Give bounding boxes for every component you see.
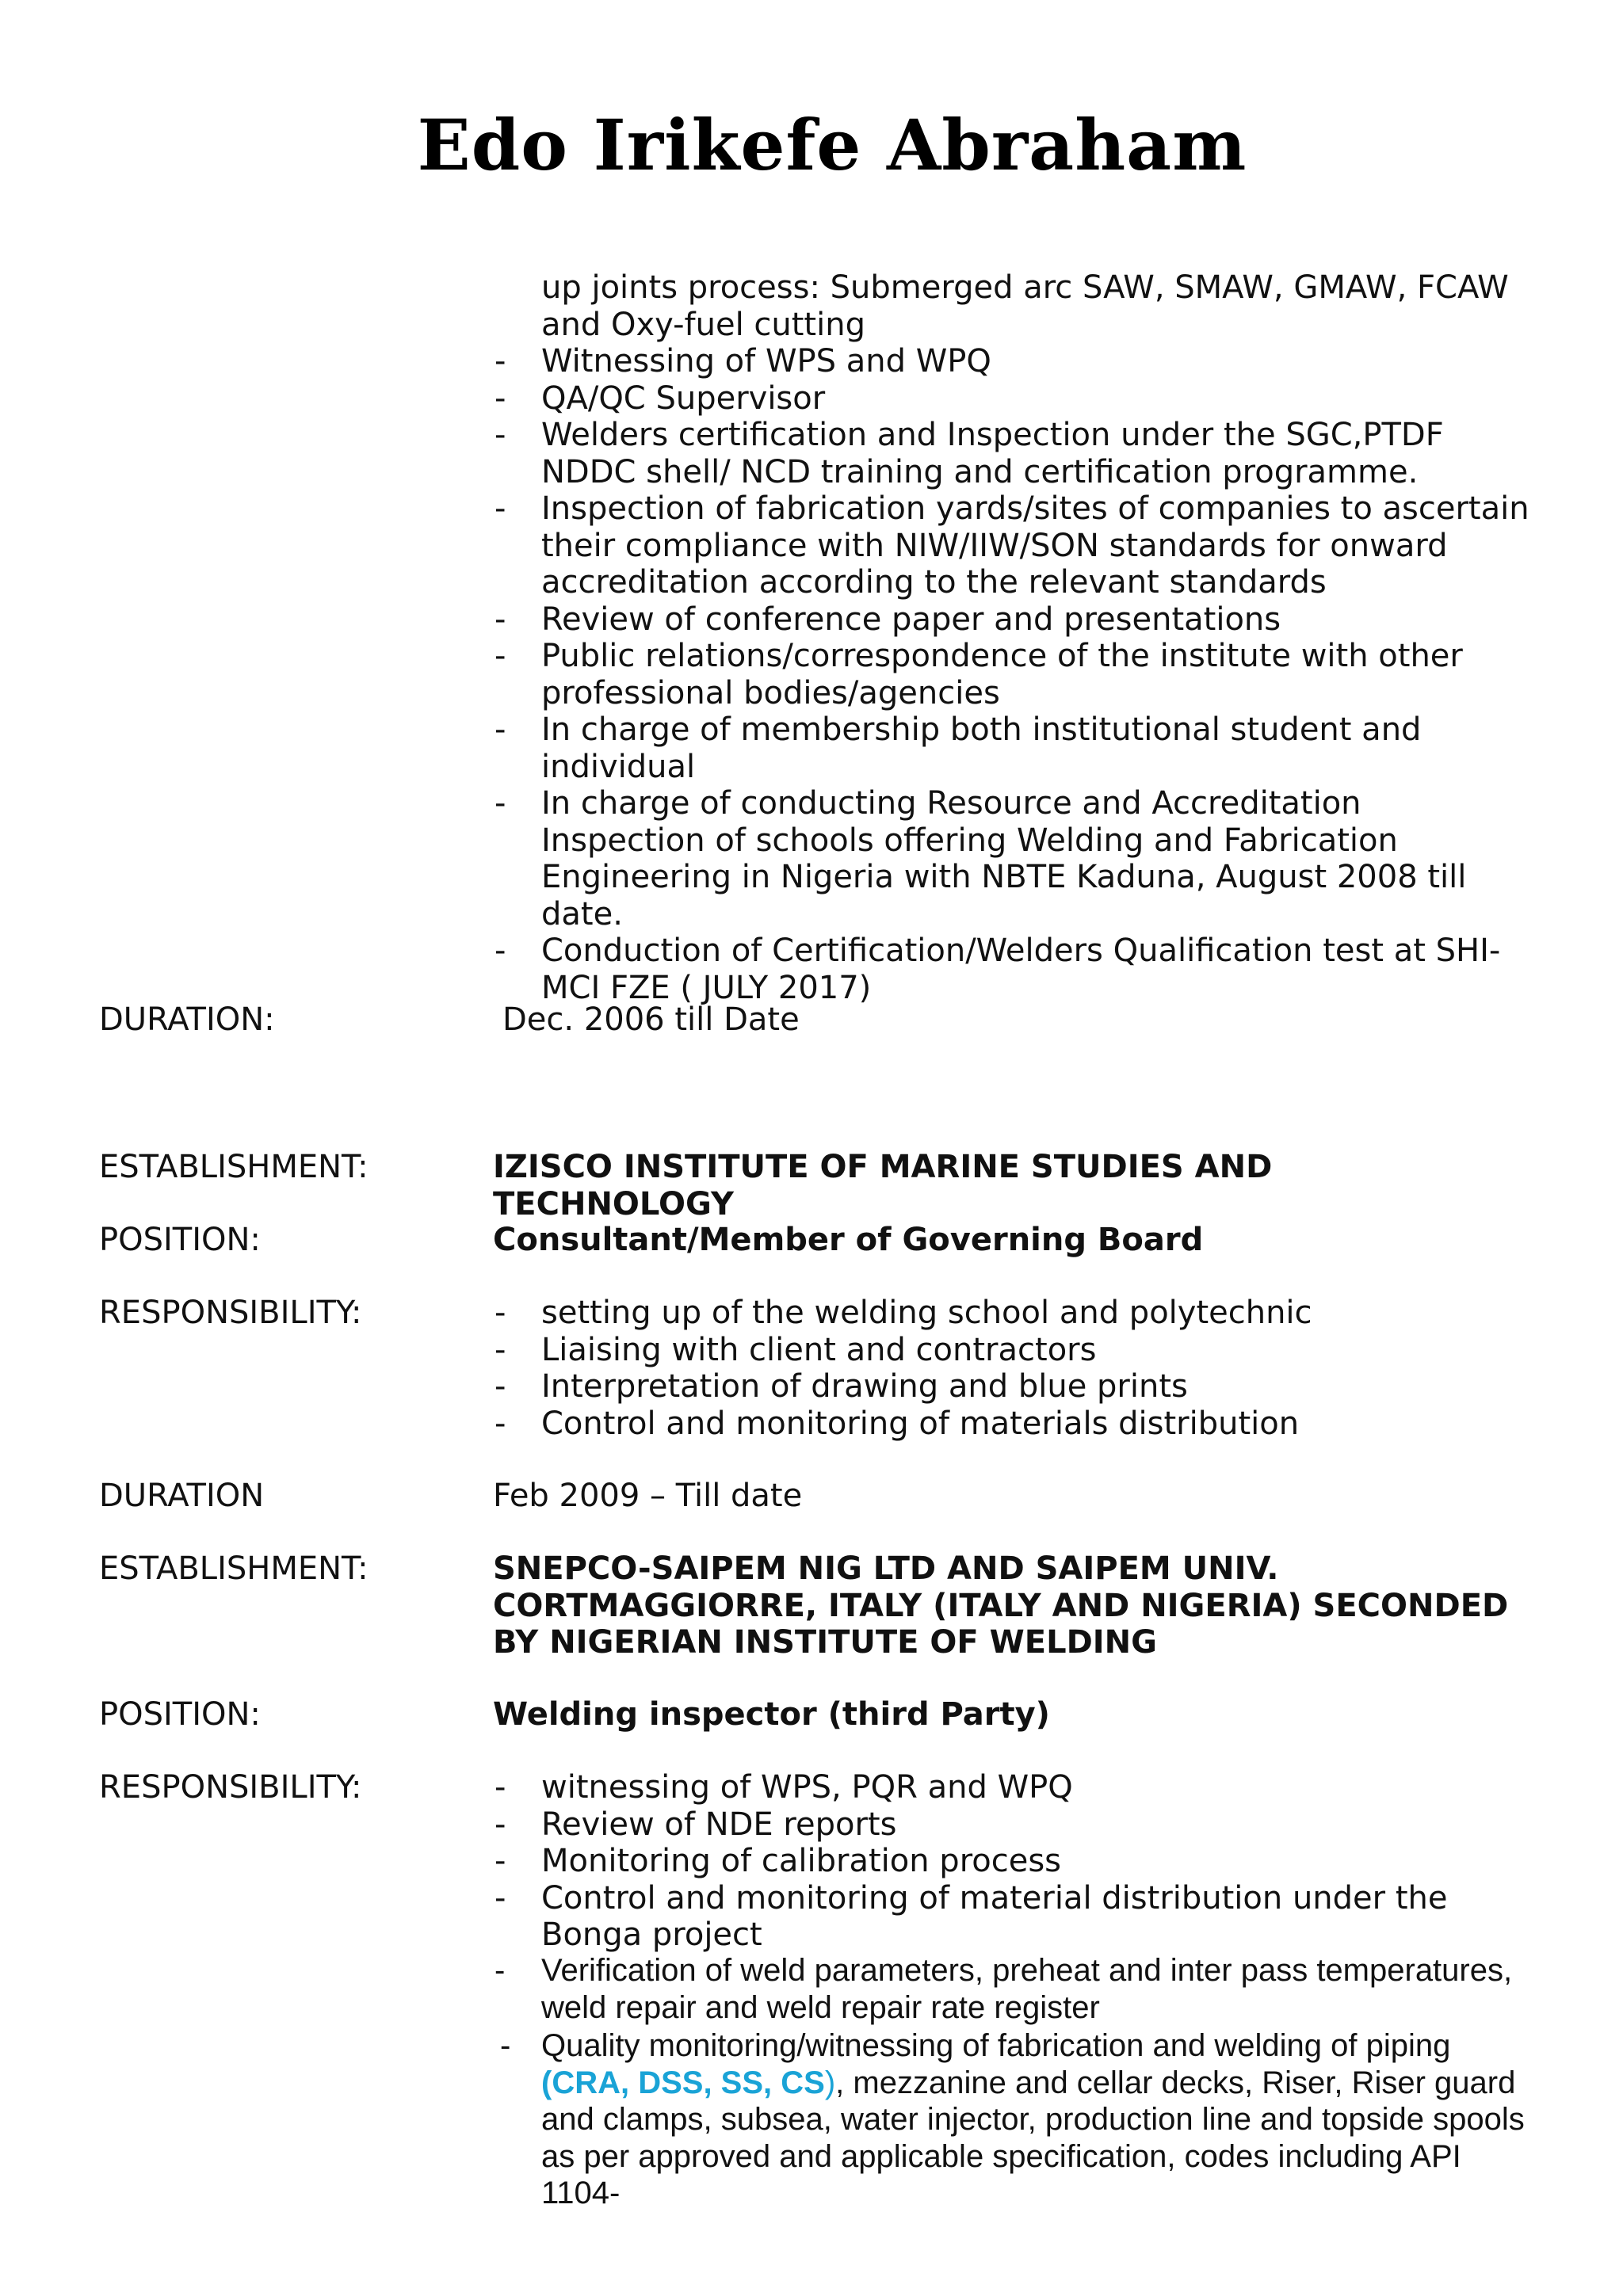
dash-bullet: -: [495, 379, 506, 417]
dash-bullet: -: [495, 1331, 506, 1368]
responsibility-list-3-continued: [495, 1952, 1532, 2212]
list-item-text: In charge of conducting Resource and Accreditation Inspection of schools offering Welding and Fabrication Engineering in Nigeria with NBTE Kaduna, August 2008 till date.: [541, 785, 1467, 933]
dash-bullet: -: [500, 2028, 511, 2063]
dash-bullet: -: [495, 1769, 506, 1806]
position-label: POSITION:: [99, 1696, 261, 1733]
dash-bullet: -: [495, 417, 506, 453]
establishment-label: ESTABLISHMENT:: [99, 1550, 369, 1587]
dash-bullet: -: [495, 1405, 506, 1442]
list-item: [495, 1952, 1532, 2026]
list-item: [495, 1769, 1532, 1806]
dash-bullet: -: [495, 933, 506, 969]
list-item: [500, 2027, 1532, 2212]
responsibility-label: RESPONSIBILITY:: [99, 1769, 362, 1806]
responsibility-list-2: [495, 1295, 1532, 1442]
list-item-text: Verification of weld parameters, preheat and inter pass temperatures, weld repair and weld repair rate register: [541, 1953, 1513, 2025]
list-item: [495, 785, 1532, 933]
list-item: [495, 1879, 1532, 1954]
list-item-text: Review of NDE reports: [541, 1806, 897, 1843]
continuation-line: up joints process: Submerged arc SAW, SMAW, GMAW, FCAW and Oxy-fuel cutting: [541, 269, 1509, 343]
position-value: Welding inspector (third Party): [493, 1696, 1050, 1733]
list-item-text: In charge of membership both institutional student and individual: [541, 711, 1422, 785]
list-item: [495, 711, 1532, 785]
dash-bullet: -: [495, 1843, 506, 1879]
list-item: [495, 1806, 1532, 1844]
list-item: [495, 1405, 1532, 1443]
list-item: [495, 638, 1532, 711]
duration-label: DURATION:: [99, 1001, 275, 1038]
list-item-text: Conduction of Certification/Welders Qualification test at SHI-MCI FZE ( JULY 2017): [541, 933, 1501, 1006]
material-codes-close-paren: ): [824, 2065, 836, 2100]
dash-bullet: -: [495, 1953, 506, 1988]
responsibility-list-1: [495, 343, 1532, 1006]
list-item-text-prefix: Quality monitoring/witnessing of fabrication and welding of piping: [541, 2028, 1451, 2063]
list-item-text: Liaising with client and contractors: [541, 1331, 1097, 1368]
position-label: POSITION:: [99, 1222, 261, 1258]
list-item-text: setting up of the welding school and polytechnic: [541, 1295, 1312, 1331]
list-item: [495, 417, 1532, 490]
dash-bullet: -: [495, 601, 506, 638]
list-item: [495, 1368, 1532, 1405]
dash-bullet: -: [495, 343, 506, 379]
list-item-text: witnessing of WPS, PQR and WPQ: [541, 1769, 1073, 1806]
list-item-text: Interpretation of drawing and blue prints: [541, 1368, 1188, 1405]
list-item: [495, 1331, 1532, 1369]
list-item-text: QA/QC Supervisor: [541, 379, 826, 417]
list-item-text: Control and monitoring of material distribution under the Bonga project: [541, 1879, 1448, 1953]
list-item-text: Inspection of fabrication yards/sites of companies to ascertain their compliance with NIW/IIW/SON standards for onward accreditation according to the relevant standards: [541, 490, 1529, 601]
duration-label: DURATION: [99, 1478, 265, 1514]
dash-bullet: -: [495, 1368, 506, 1405]
list-item-text: Control and monitoring of materials distribution: [541, 1405, 1300, 1442]
list-item-text: Review of conference paper and presentations: [541, 601, 1281, 638]
dash-bullet: -: [495, 1806, 506, 1843]
establishment-value: SNEPCO-SAIPEM NIG LTD AND SAIPEM UNIV. CORTMAGGIORRE, ITALY (ITALY AND NIGERIA) SECONDED BY NIGERIAN INSTITUTE OF WELDING: [493, 1550, 1509, 1661]
position-value: Consultant/Member of Governing Board: [493, 1222, 1204, 1258]
list-item: [495, 490, 1532, 601]
list-item: [495, 1295, 1532, 1332]
material-codes-highlight: (CRA, DSS, SS, CS: [541, 2065, 825, 2100]
responsibility-label: RESPONSIBILITY:: [99, 1295, 362, 1331]
responsibility-list-3: [495, 1769, 1532, 1954]
list-item-text: Witnessing of WPS and WPQ: [541, 343, 991, 379]
establishment-label: ESTABLISHMENT:: [99, 1149, 369, 1185]
duration-value: Feb 2009 – Till date: [493, 1478, 803, 1514]
list-item-text: Public relations/correspondence of the institute with other professional bodies/agencies: [541, 638, 1463, 711]
resume-name-heading: Edo Irikefe Abraham: [417, 104, 1247, 186]
duration-value: Dec. 2006 till Date: [502, 1001, 800, 1038]
dash-bullet: -: [495, 711, 506, 748]
list-item-text: Welders certification and Inspection under the SGC,PTDF NDDC shell/ NCD training and certification programme.: [541, 417, 1444, 490]
list-item-text-suffix: , mezzanine and cellar decks, Riser, Riser guard and clamps, subsea, water injector, production line and topside spools as per approved and applicable specification, codes including API 1104-: [541, 2065, 1525, 2210]
dash-bullet: -: [495, 1879, 506, 1917]
list-item-text: Monitoring of calibration process: [541, 1843, 1062, 1879]
list-item: [495, 933, 1532, 1006]
list-item: [495, 379, 1532, 418]
dash-bullet: -: [495, 785, 506, 822]
establishment-value: IZISCO INSTITUTE OF MARINE STUDIES AND TECHNOLOGY: [493, 1149, 1273, 1222]
dash-bullet: -: [495, 1295, 506, 1331]
list-item: [495, 1843, 1532, 1880]
list-item: [495, 601, 1532, 639]
dash-bullet: -: [495, 490, 506, 527]
dash-bullet: -: [495, 638, 506, 674]
list-item: [495, 343, 1532, 380]
continuation-text: [541, 269, 1524, 343]
